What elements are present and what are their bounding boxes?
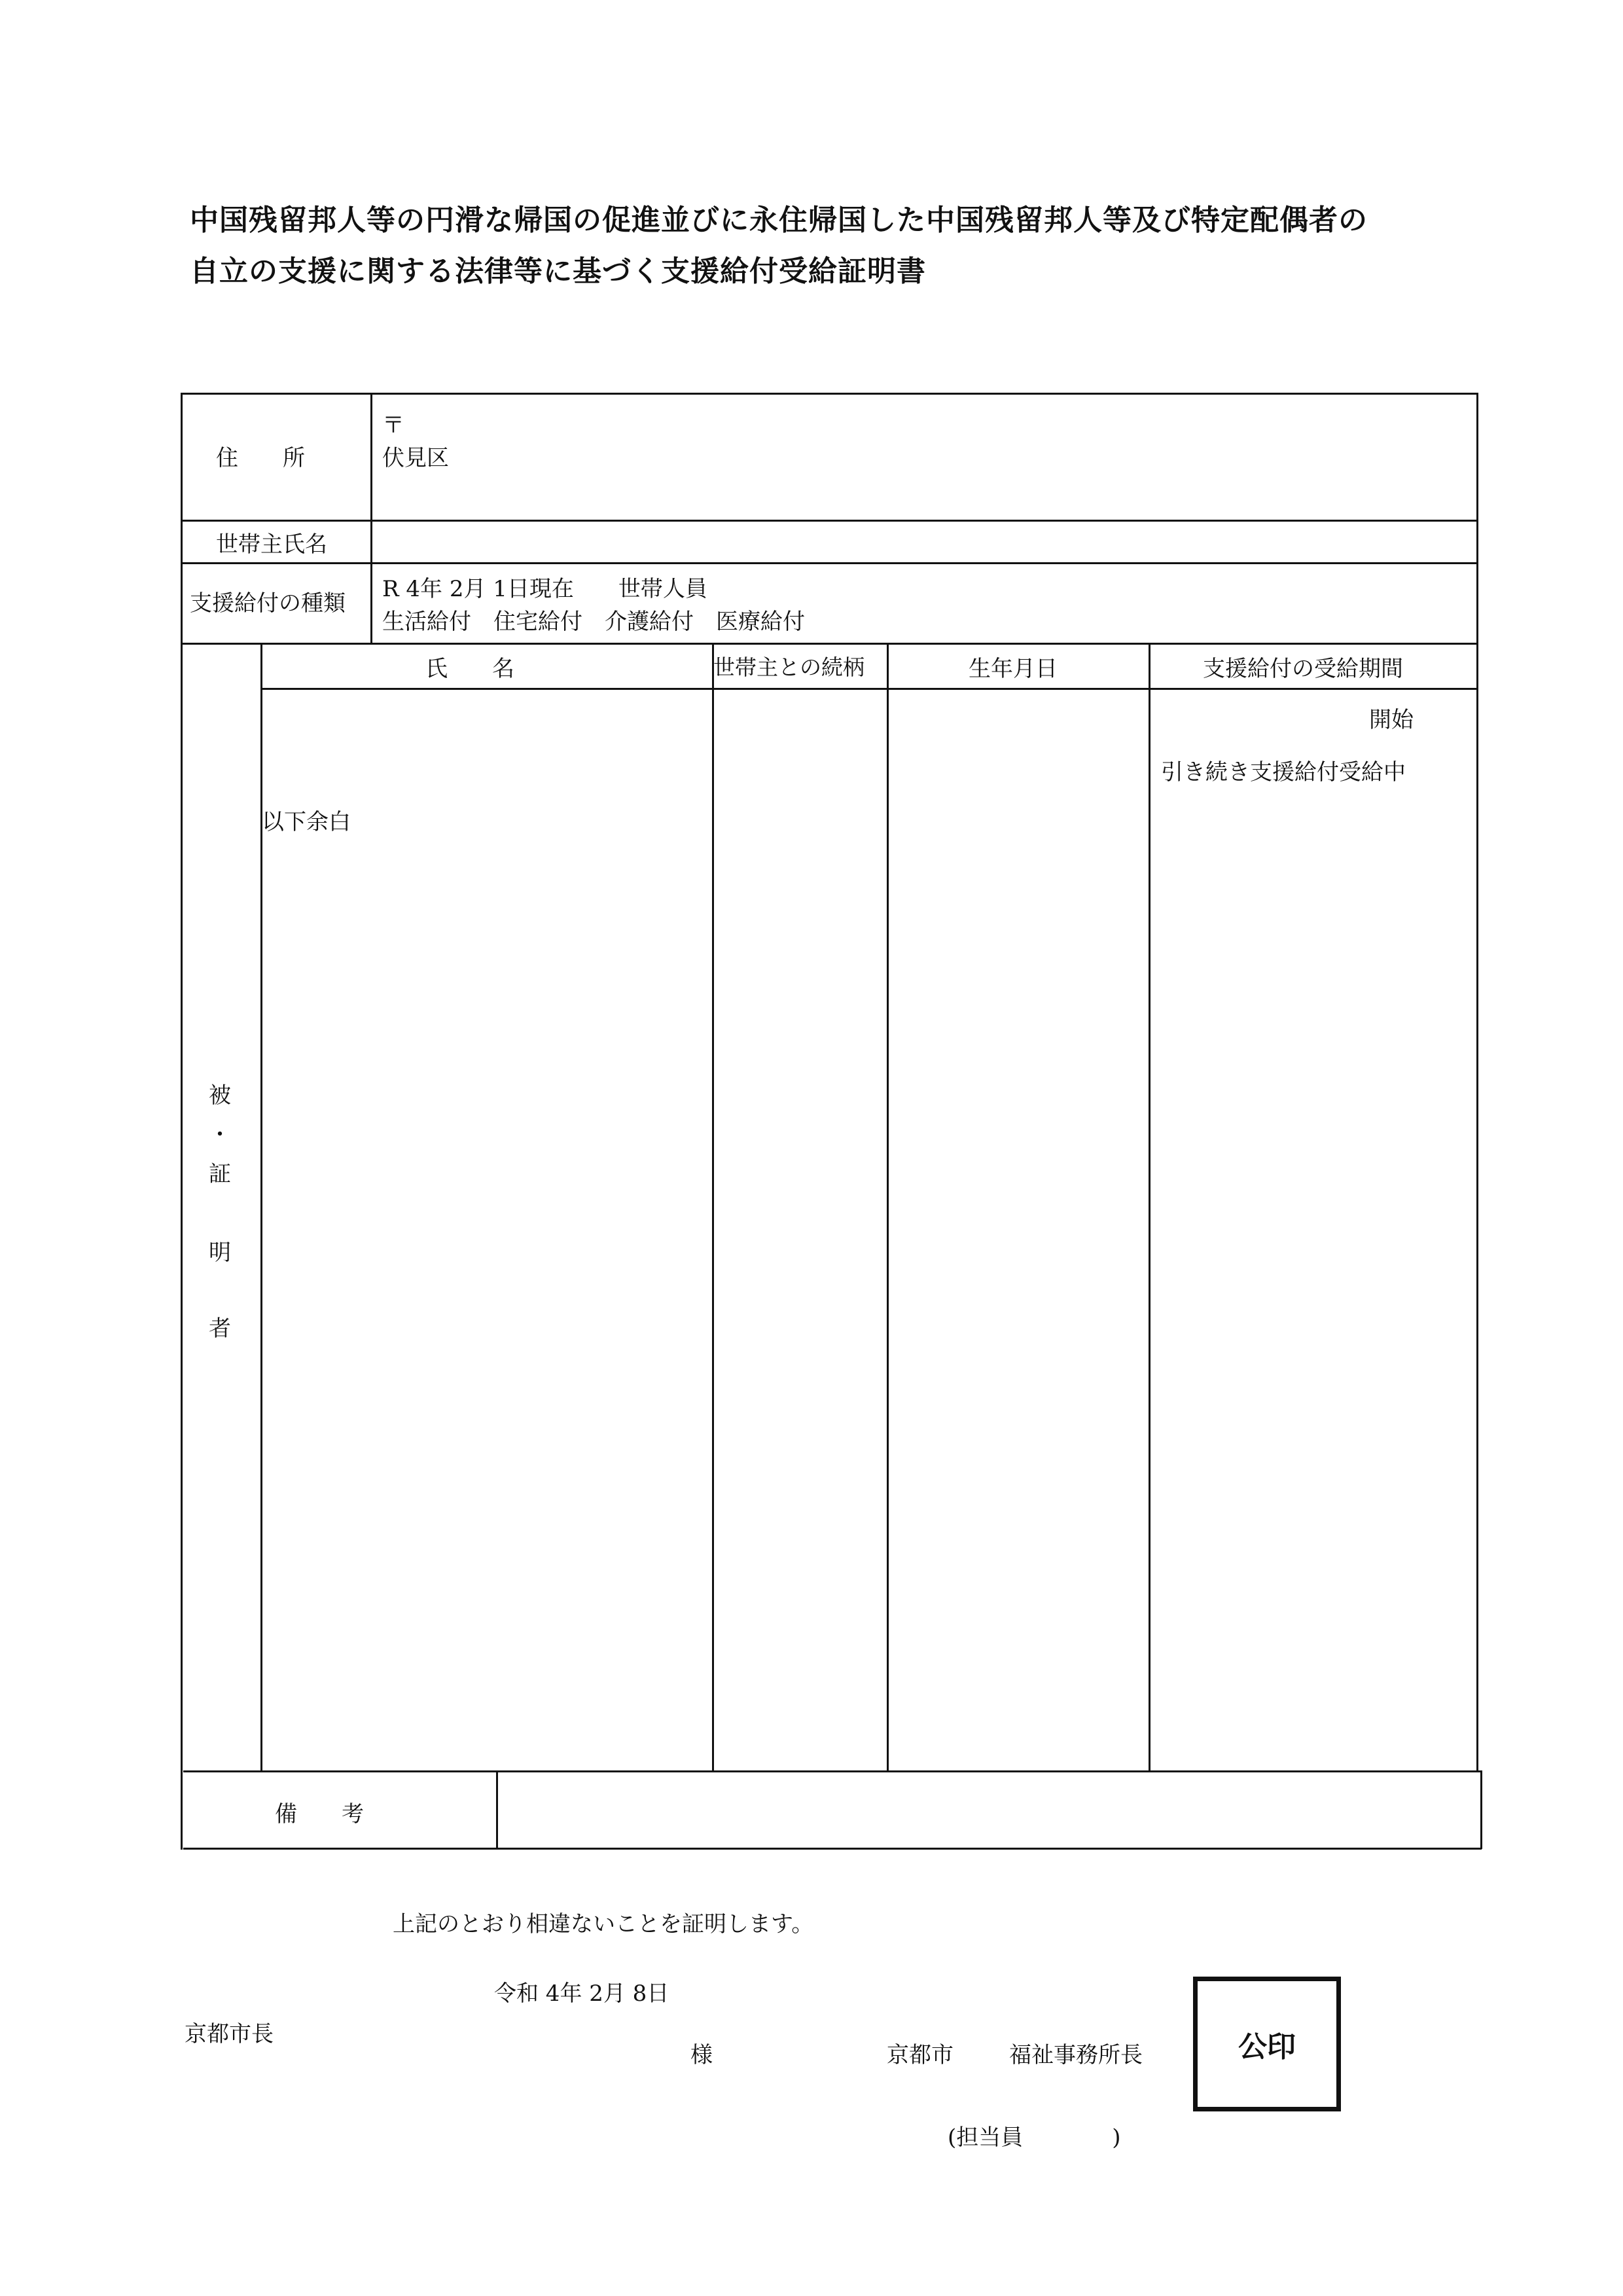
issue-date: 令和 4年 2月 8日 [494, 1981, 669, 2007]
official-seal-text: 公印 [1238, 2030, 1296, 2064]
benefit-type-line1: R 4年 2月 1日現在 世帯人員 [382, 576, 707, 602]
staff-in-charge: (担当員 ) [948, 2125, 1121, 2151]
document-title-line1: 中国残留邦人等の円滑な帰国の促進並びに永住帰国した中国残留邦人等及び特定配偶者の [190, 204, 1368, 237]
postal-mark: 〒 [382, 412, 404, 439]
address-label: 住 所 [216, 445, 305, 471]
certified-label-char: 証 [209, 1161, 231, 1187]
addressee: 京都市長 [185, 2021, 274, 2047]
certify-statement: 上記のとおり相違ないことを証明します。 [393, 1911, 814, 1937]
benefit-type-label: 支援給付の種類 [190, 590, 346, 617]
household-head-label: 世帯主氏名 [216, 531, 327, 558]
column-header-birthdate: 生年月日 [969, 656, 1058, 682]
address-value: 伏見区 [382, 445, 449, 471]
issuer-office: 福祉事務所長 [1009, 2042, 1143, 2068]
column-header-name: 氏 名 [425, 656, 514, 682]
certified-label-char: 明 [209, 1240, 231, 1266]
certified-label-char: 被 [209, 1083, 231, 1109]
official-seal-box [1193, 1977, 1341, 2111]
document-title-line2: 自立の支援に関する法律等に基づく支援給付受給証明書 [190, 255, 926, 288]
issuer-city: 京都市 [887, 2042, 954, 2068]
certified-label-char: ・ [209, 1122, 231, 1148]
honorific: 様 [690, 2042, 713, 2068]
name-cell-text: 以下余白 [262, 809, 351, 835]
column-header-period: 支援給付の受給期間 [1203, 656, 1403, 682]
benefit-type-line2: 生活給付 住宅給付 介護給付 医療給付 [382, 609, 805, 635]
column-header-relation: 世帯主との続柄 [713, 655, 865, 680]
period-note: 引き続き支援給付受給中 [1161, 759, 1406, 785]
certified-label-char: 者 [209, 1316, 231, 1342]
period-start: 開始 [1369, 707, 1414, 733]
remarks-label: 備 考 [275, 1801, 364, 1827]
